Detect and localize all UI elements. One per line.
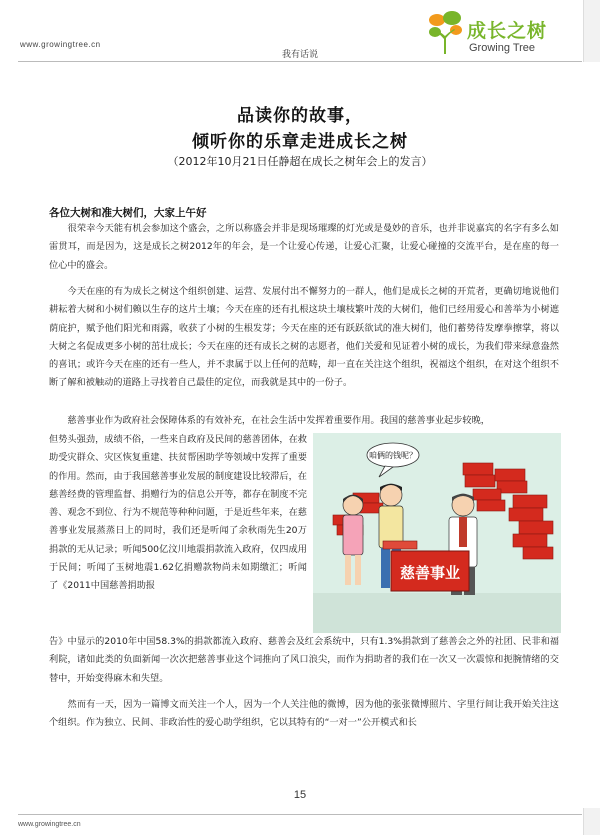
header-divider	[18, 61, 582, 62]
paragraph-1: 很荣幸今天能有机会参加这个盛会，之所以称盛会并非是现场璀璨的灯光或是曼妙的音乐，也并非说嘉宾的名字有多么如雷贯耳，而是因为，这是成长之树2012年的年会，是一个让爱心传递，让爱心汇聚，让爱心碰撞的交流平台，是在座的每一位心中的盛会。	[49, 223, 559, 271]
logo-text-cn: 成长之树	[467, 20, 548, 42]
tree-logo-icon	[425, 10, 465, 56]
paragraph-3-wrapped: 但势头强劲，成绩不俗，一些来自政府及民间的慈善团体，在救助受灾群众、灾区恢复重建、扶贫帮困助学等领域中发挥了重要的作用。然而，由于我国慈善事业发展的制度建设比较滞后，在慈善经费的管理监督、捐赠行为的信息公开等，都存在制度不完善、观念不到位、行为不规范等种种问题，于是近些年来，在慈善事业发展蒸蒸日上的同时，我们还是听闻了余秋雨先生20万捐款的无从记录；听闻500亿汶川地震捐款流入政府，仅四成用于民间；听闻了玉树地震1.62亿捐赠款物尚未如期缴汇；听闻了《2011中国慈善捐助报	[49, 434, 307, 592]
article-subtitle: （2012年10月21日任静超在成长之树年会上的发言）	[167, 155, 433, 168]
greeting-heading: 各位大树和准大树们，大家上午好	[49, 207, 207, 219]
footer-site-url: www.growingtree.cn	[18, 821, 81, 828]
footer-corner-tab	[583, 808, 600, 835]
logo-text-en: Growing Tree	[469, 42, 536, 54]
paragraph-3-tail: 告》中显示的2010年中国58.3%的捐款都流入政府、慈善会及红会系统中，只有1.3%捐款到了慈善会之外的社团、民非和福利院，诸如此类的负面新闻一次次把慈善事业这个词推向了风口浪尖，而作为捐助者的我们在一次又一次震惊和扼腕情绪的交替中，开始变得麻木和失望。	[49, 636, 559, 684]
paragraph-2: 今天在座的有为成长之树这个组织创建、运营、发展付出不懈努力的一群人，他们是成长之树的开荒者，更确切地说他们耕耘着大树和小树们赖以生存的这片土壤；今天在座的还有扎根这块土壤枝繁叶茂的大树们，他们已经用爱心和善举为小树遮荫庇护，赋予他们阳光和雨露，收获了小树的生根发芽；今天在座的还有跃跃欲试的准大树们，他们蓄势待发摩拳擦掌，将以大树之名促成更多小树的茁壮成长；今天在座的还有成长之树的志愿者，他们关爱和见证着小树的成长，为我们带来绿意盎然的喜讯；或许今天在座的还有一些人，并不隶属于以上任何的范畴，却一直在关注这个组织，祝福这个组织，在对这个组织不断了解和被触动的道路上寻找着自己最佳的定位，而我就是其中的一份子。	[49, 286, 559, 389]
growing-tree-logo	[425, 10, 565, 58]
footer-divider	[18, 814, 582, 815]
corner-tab	[583, 0, 600, 62]
article-title-line2: 倾听你的乐章走进成长之树	[192, 132, 408, 152]
speech-bubble-text: 咱俩的钱呢？	[369, 451, 417, 460]
paragraph-4: 然而有一天，因为一篇博文而关注一个人，因为一个人关注他的微博，因为他的张张微博照片、字里行间让我开始关注这个组织。作为独立、民间、非政治性的爱心助学组织，它以其特有的“一对一”公开模式和长	[49, 699, 559, 729]
article-title-line1: 品读你的故事，	[237, 106, 363, 126]
charity-cartoon-illustration	[313, 433, 561, 633]
charity-box	[391, 551, 469, 591]
page-number: 15	[293, 789, 307, 801]
header-site-url: www.growingtree.cn	[20, 40, 101, 49]
section-label: 我有话说	[281, 50, 318, 60]
page-header	[0, 0, 600, 62]
paragraph-3-lead: 慈善事业作为政府社会保障体系的有效补充，在社会生活中发挥着重要作用。我国的慈善事业起步较晚，	[49, 415, 490, 426]
charity-box-label: 慈善事业	[399, 564, 461, 582]
